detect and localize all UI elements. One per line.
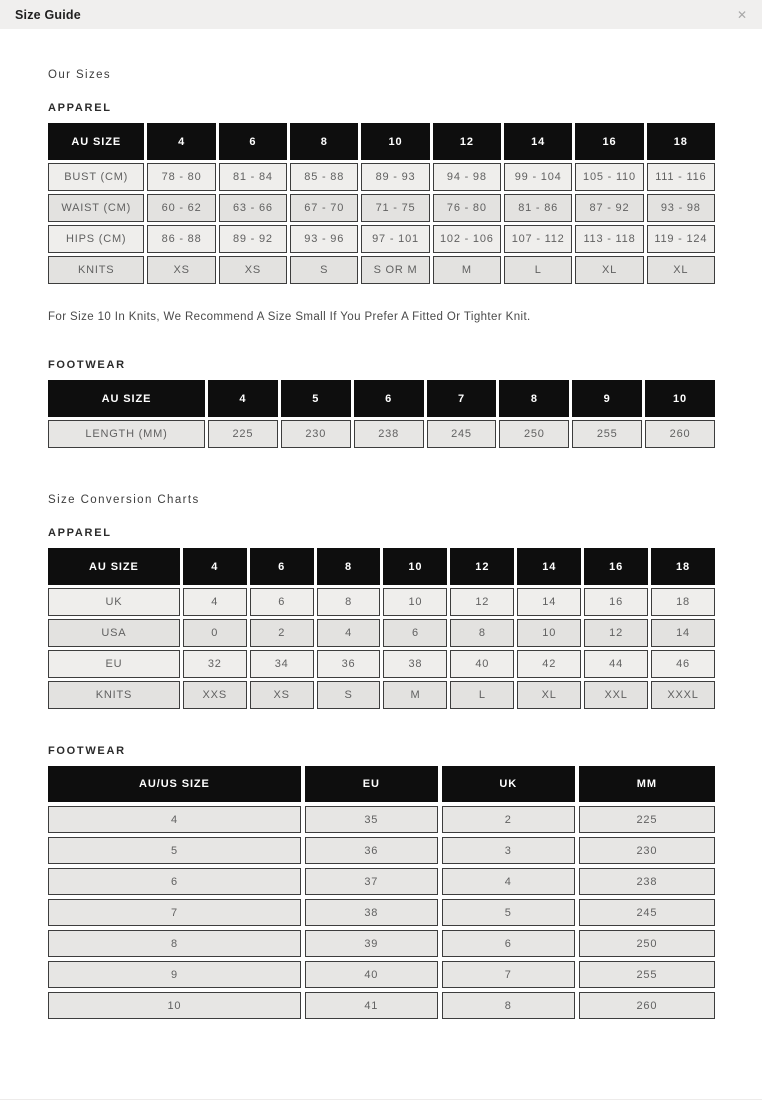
- our-sizes-apparel-table: [45, 120, 718, 287]
- table-row: [48, 650, 715, 678]
- value-cell: 6: [442, 930, 575, 957]
- our-sizes-heading: Our Sizes: [48, 69, 112, 81]
- column-header: 18: [651, 548, 715, 585]
- table-row: [48, 837, 715, 864]
- value-cell: 6: [383, 619, 447, 647]
- value-cell: 12: [584, 619, 648, 647]
- value-cell: 10: [383, 588, 447, 616]
- value-cell: 238: [579, 868, 715, 895]
- table-row: [48, 588, 715, 616]
- value-cell: 99 - 104: [504, 163, 572, 191]
- row-label-cell: WAIST (CM): [48, 194, 144, 222]
- row-label-cell: KNITS: [48, 681, 180, 709]
- row-label-cell: EU: [48, 650, 180, 678]
- value-cell: XXXL: [651, 681, 715, 709]
- value-cell: 46: [651, 650, 715, 678]
- value-cell: 2: [250, 619, 314, 647]
- row-label-cell: BUST (CM): [48, 163, 144, 191]
- table-row: [48, 992, 715, 1019]
- column-header: 14: [517, 548, 581, 585]
- value-cell: 250: [579, 930, 715, 957]
- value-cell: 111 - 116: [647, 163, 715, 191]
- row-label-cell: 7: [48, 899, 301, 926]
- column-header: 10: [645, 380, 715, 417]
- column-header: 8: [499, 380, 569, 417]
- column-header: 4: [208, 380, 278, 417]
- page-title: Size Guide: [15, 7, 81, 22]
- value-cell: 81 - 86: [504, 194, 572, 222]
- value-cell: XXS: [183, 681, 247, 709]
- row-label-cell: LENGTH (MM): [48, 420, 205, 448]
- row-label-cell: 10: [48, 992, 301, 1019]
- value-cell: 8: [442, 992, 575, 1019]
- value-cell: XL: [517, 681, 581, 709]
- column-header: 14: [504, 123, 572, 160]
- column-header: 16: [584, 548, 648, 585]
- value-cell: 0: [183, 619, 247, 647]
- conversion-apparel-table-wrap: [48, 545, 715, 712]
- table-header-row: [48, 380, 715, 417]
- value-cell: 60 - 62: [147, 194, 215, 222]
- value-cell: 12: [450, 588, 514, 616]
- value-cell: 238: [354, 420, 424, 448]
- value-cell: 36: [317, 650, 381, 678]
- value-cell: M: [433, 256, 501, 284]
- value-cell: 40: [305, 961, 438, 988]
- row-label-cell: KNITS: [48, 256, 144, 284]
- table-row: [48, 930, 715, 957]
- our-sizes-footwear-table: [45, 377, 718, 451]
- value-cell: 86 - 88: [147, 225, 215, 253]
- value-cell: S: [290, 256, 358, 284]
- value-cell: 89 - 92: [219, 225, 287, 253]
- value-cell: 4: [317, 619, 381, 647]
- value-cell: 41: [305, 992, 438, 1019]
- value-cell: 245: [579, 899, 715, 926]
- value-cell: 225: [579, 806, 715, 833]
- value-cell: 3: [442, 837, 575, 864]
- table-row: [48, 899, 715, 926]
- value-cell: XL: [575, 256, 643, 284]
- value-cell: 44: [584, 650, 648, 678]
- conversion-charts-heading: Size Conversion Charts: [48, 494, 200, 506]
- value-cell: 93 - 96: [290, 225, 358, 253]
- column-header: 16: [575, 123, 643, 160]
- value-cell: 119 - 124: [647, 225, 715, 253]
- column-header: MM: [579, 766, 715, 802]
- value-cell: 250: [499, 420, 569, 448]
- value-cell: 38: [305, 899, 438, 926]
- value-cell: 32: [183, 650, 247, 678]
- value-cell: 107 - 112: [504, 225, 572, 253]
- value-cell: 34: [250, 650, 314, 678]
- value-cell: 8: [450, 619, 514, 647]
- table-row: [48, 681, 715, 709]
- value-cell: 230: [579, 837, 715, 864]
- value-cell: S OR M: [361, 256, 429, 284]
- column-header: UK: [442, 766, 575, 802]
- our-sizes-apparel-table-wrap: [48, 120, 715, 287]
- conversion-apparel-table: [45, 545, 718, 712]
- value-cell: 4: [183, 588, 247, 616]
- value-cell: 14: [651, 619, 715, 647]
- modal-content: [0, 69, 762, 1023]
- modal-header: [0, 0, 762, 29]
- value-cell: 35: [305, 806, 438, 833]
- table-row: [48, 194, 715, 222]
- row-label-cell: 6: [48, 868, 301, 895]
- column-header: 10: [383, 548, 447, 585]
- table-row: [48, 420, 715, 448]
- value-cell: 14: [517, 588, 581, 616]
- value-cell: 255: [579, 961, 715, 988]
- column-header: 5: [281, 380, 351, 417]
- value-cell: 5: [442, 899, 575, 926]
- value-cell: 6: [250, 588, 314, 616]
- value-cell: 67 - 70: [290, 194, 358, 222]
- value-cell: 255: [572, 420, 642, 448]
- column-header: 4: [183, 548, 247, 585]
- value-cell: 38: [383, 650, 447, 678]
- row-label-cell: 9: [48, 961, 301, 988]
- value-cell: 260: [579, 992, 715, 1019]
- value-cell: 4: [442, 868, 575, 895]
- close-icon[interactable]: ✕: [736, 7, 747, 22]
- value-cell: 37: [305, 868, 438, 895]
- column-header: 8: [317, 548, 381, 585]
- column-header: AU SIZE: [48, 548, 180, 585]
- value-cell: 102 - 106: [433, 225, 501, 253]
- value-cell: 94 - 98: [433, 163, 501, 191]
- column-header: 4: [147, 123, 215, 160]
- value-cell: 42: [517, 650, 581, 678]
- value-cell: 93 - 98: [647, 194, 715, 222]
- value-cell: XS: [250, 681, 314, 709]
- value-cell: M: [383, 681, 447, 709]
- table-row: [48, 225, 715, 253]
- value-cell: 260: [645, 420, 715, 448]
- value-cell: 230: [281, 420, 351, 448]
- conversion-apparel-section-label: APPAREL: [48, 527, 112, 539]
- table-row: [48, 256, 715, 284]
- column-header: 9: [572, 380, 642, 417]
- value-cell: 7: [442, 961, 575, 988]
- row-label-cell: 8: [48, 930, 301, 957]
- table-header-row: [48, 123, 715, 160]
- value-cell: XXL: [584, 681, 648, 709]
- value-cell: L: [504, 256, 572, 284]
- value-cell: 39: [305, 930, 438, 957]
- value-cell: 18: [651, 588, 715, 616]
- column-header: AU SIZE: [48, 123, 144, 160]
- our-sizes-footwear-table-wrap: [48, 377, 715, 451]
- knits-note: For Size 10 In Knits, We Recommend A Size Small If You Prefer A Fitted Or Tighter Knit.: [48, 311, 531, 323]
- value-cell: 2: [442, 806, 575, 833]
- value-cell: XS: [147, 256, 215, 284]
- value-cell: S: [317, 681, 381, 709]
- table-header-row: [48, 548, 715, 585]
- table-row: [48, 806, 715, 833]
- conversion-footwear-table: [44, 762, 719, 1023]
- table-row: [48, 619, 715, 647]
- table-row: [48, 868, 715, 895]
- column-header: 12: [450, 548, 514, 585]
- value-cell: 71 - 75: [361, 194, 429, 222]
- column-header: 12: [433, 123, 501, 160]
- column-header: AU SIZE: [48, 380, 205, 417]
- table-row: [48, 961, 715, 988]
- value-cell: 8: [317, 588, 381, 616]
- value-cell: 76 - 80: [433, 194, 501, 222]
- value-cell: 245: [427, 420, 497, 448]
- row-label-cell: HIPS (CM): [48, 225, 144, 253]
- column-header: 18: [647, 123, 715, 160]
- apparel-section-label: APPAREL: [48, 102, 112, 114]
- value-cell: 40: [450, 650, 514, 678]
- row-label-cell: 5: [48, 837, 301, 864]
- column-header: EU: [305, 766, 438, 802]
- footwear-section-label: FOOTWEAR: [48, 359, 126, 371]
- value-cell: 78 - 80: [147, 163, 215, 191]
- conversion-footwear-section-label: FOOTWEAR: [48, 745, 126, 757]
- column-header: 6: [354, 380, 424, 417]
- value-cell: 81 - 84: [219, 163, 287, 191]
- value-cell: 63 - 66: [219, 194, 287, 222]
- value-cell: 105 - 110: [575, 163, 643, 191]
- column-header: 8: [290, 123, 358, 160]
- column-header: 10: [361, 123, 429, 160]
- value-cell: 87 - 92: [575, 194, 643, 222]
- value-cell: 89 - 93: [361, 163, 429, 191]
- value-cell: 16: [584, 588, 648, 616]
- value-cell: XL: [647, 256, 715, 284]
- conversion-footwear-table-wrap: [48, 762, 715, 1023]
- column-header: 6: [250, 548, 314, 585]
- table-row: [48, 163, 715, 191]
- value-cell: 97 - 101: [361, 225, 429, 253]
- value-cell: 36: [305, 837, 438, 864]
- value-cell: 10: [517, 619, 581, 647]
- column-header: AU/US SIZE: [48, 766, 301, 802]
- column-header: 7: [427, 380, 497, 417]
- value-cell: 225: [208, 420, 278, 448]
- column-header: 6: [219, 123, 287, 160]
- row-label-cell: 4: [48, 806, 301, 833]
- value-cell: 85 - 88: [290, 163, 358, 191]
- row-label-cell: USA: [48, 619, 180, 647]
- value-cell: XS: [219, 256, 287, 284]
- row-label-cell: UK: [48, 588, 180, 616]
- value-cell: L: [450, 681, 514, 709]
- table-header-row: [48, 766, 715, 802]
- value-cell: 113 - 118: [575, 225, 643, 253]
